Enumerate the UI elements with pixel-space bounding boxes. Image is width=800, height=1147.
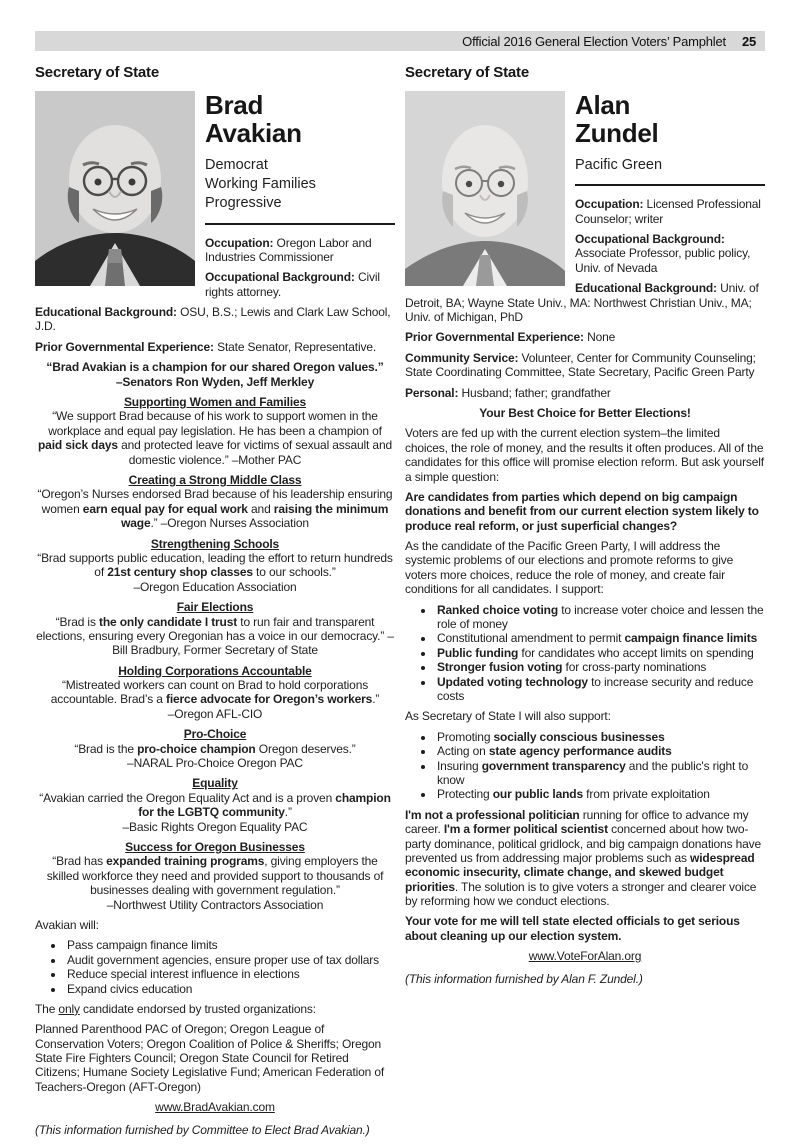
paragraph: Community Service: Volunteer, Center for Community Counseling; State Coordinating Committee, State Secretary, Pacific Green Party [405, 350, 756, 380]
paragraph: Your vote for me will tell state elected officials to get serious about cleaning up our election system. [405, 914, 740, 943]
bullet-item: • Acting on state agency performance audits [435, 744, 765, 758]
paragraph: Prior Governmental Experience: State Senator, Representative. [35, 339, 377, 354]
candidate-column-right [405, 60, 765, 1137]
bullet-item: • Constitutional amendment to permit campaign finance limits [435, 631, 765, 645]
paragraph: Educational Background: OSU, B.S.; Lewis and Clark Law School, J.D. [35, 305, 391, 334]
website-link-line [35, 1100, 395, 1114]
paragraph: Prior Governmental Experience: None [405, 330, 616, 345]
candidate-flow-text [405, 281, 765, 986]
office-title: Secretary of State [35, 64, 159, 81]
bullet-item: • Updated voting technology to increase security and reduce costs [435, 675, 765, 704]
paragraph: Occupational Background: Associate Professor, public policy, Univ. of Nevada [575, 232, 751, 275]
paragraph: I'm not a professional politician running for office to advance my career. I'm a former political scientist concerned about how two-party dominance, political gridlock, and big campaign donations have prevented us from addressing major problems such as widespread economic insecurity, climate change, and skewed budget priorities. The solution is to give voters a stronger and clearer voice by reforming how we conduct elections. [405, 807, 762, 909]
paragraph: Planned Parenthood PAC of Oregon; Oregon League of Conservation Voters; Oregon Coalition of Police & Sheriffs; Oregon State Fire Fighters Council; Oregon State Council for Retired Citizens; Humane Society Legislative Fund; American Federation of Teachers-Oregon (AFT-Oregon) [35, 1022, 385, 1094]
section-heading: Strengthening Schools [150, 536, 280, 551]
paragraph: Personal: Husband; father; grandfather [405, 385, 611, 400]
bullet-item: • Ranked choice voting to increase voter choice and lessen the role of money [435, 603, 765, 632]
page-number: 25 [741, 33, 756, 49]
party-label: Progressive [205, 195, 282, 212]
website-link[interactable]: www.BradAvakian.com [155, 1100, 275, 1115]
candidate-column-left [35, 60, 395, 1137]
party-list [205, 156, 395, 213]
paragraph: Occupational Background: Civil rights attorney. [205, 270, 380, 299]
divider-rule [575, 184, 765, 186]
bullet-item: • Insuring government transparency and the public's right to know [435, 759, 765, 788]
paragraph: Are candidates from parties which depend on big campaign donations and benefit from our current election system likely to produce real reform, or just superficial changes? [405, 489, 759, 533]
pamphlet-title: Official 2016 General Election Voters’ Pamphlet [462, 33, 726, 49]
endorsement-quote: “We support Brad because of his work to support women in the workplace and equal pay legislation. He has been a champion of paid sick days and protected leave for victims of sexual assault and domestic violence.” –Mother PAC [37, 409, 392, 467]
bullet-item: • Expand civics education [65, 982, 395, 996]
section-heading: Fair Elections [176, 600, 254, 615]
furnished-note: (This information furnished by Committee to Elect Brad Avakian.) [35, 1122, 370, 1137]
bullet-item: • Audit government agencies, ensure proper use of tax dollars [65, 953, 395, 967]
paragraph: Voters are fed up with the current election system–the limited choices, the role of money, and the results it often produces. All of the candidates for this office will promise election reform. But ask yourself a simple question: [405, 426, 764, 484]
paragraph: Occupation: Licensed Professional Counselor; writer [575, 197, 761, 226]
section-heading: Pro-Choice [183, 727, 247, 742]
bullet-item: • Promoting socially conscious businesses [435, 730, 765, 744]
bullet-item: • Pass campaign finance limits [65, 938, 395, 952]
endorsement-quote: “Mistreated workers can count on Brad to hold corporations accountable. Brad’s a fierce advocate for Oregon’s workers.” –Oregon AFL-CIO [50, 678, 380, 721]
bullet-list [35, 938, 395, 996]
candidate-statement [405, 91, 765, 986]
furnished-note: (This information furnished by Alan F. Zundel.) [405, 971, 643, 986]
paragraph: “Brad Avakian is a champion for our shared Oregon values.” –Senators Ron Wyden, Jeff Merkley [46, 360, 384, 389]
endorsement-quote: “Oregon’s Nurses endorsed Brad because of his leadership ensuring women earn equal pay for equal work and raising the minimum wage.” –Oregon Nurses Association [37, 487, 393, 531]
paragraph: Educational Background: Univ. of Detroit, BA; Wayne State Univ., MA: Northwest Christian Univ., MA; Univ. of Michigan, PhD [405, 281, 759, 325]
bullet-list [405, 730, 765, 802]
bullet-item: • Stronger fusion voting for cross-party nominations [435, 660, 765, 674]
paragraph: Your Best Choice for Better Elections! [479, 405, 691, 420]
endorsement-quote: “Brad has expanded training programs, giving employers the skilled workforce they need and provided support to thousands of businesses dealing with government regulation.” –Northwest Utility Contractors Association [46, 854, 384, 912]
section-heading: Creating a Strong Middle Class [128, 473, 302, 487]
endorsement-quote: “Brad is the pro-choice champion Oregon deserves.” –NARAL Pro-Choice Oregon PAC [74, 741, 356, 771]
candidate-statement [35, 91, 395, 1137]
section-heading: Equality [192, 776, 238, 791]
party-label: Working Families [205, 176, 316, 193]
website-link-line [405, 949, 765, 963]
bullet-item: • Public funding for candidates who accept limits on spending [435, 646, 765, 660]
candidate-photo [35, 91, 195, 286]
divider-rule [205, 223, 395, 225]
paragraph: As Secretary of State I will also support: [405, 709, 611, 724]
office-title: Secretary of State [405, 64, 529, 81]
candidate-flow-text [35, 305, 395, 1137]
party-label: Pacific Green [575, 157, 663, 174]
endorsement-quote: “Avakian carried the Oregon Equality Act and is a proven champion for the LGBTQ community.” –Basic Rights Oregon Equality PAC [39, 790, 391, 834]
candidate-name: Alan Zundel [575, 91, 659, 148]
section-heading: Success for Oregon Businesses [125, 839, 305, 854]
bullet-item: • Reduce special interest influence in elections [65, 967, 395, 981]
party-list [575, 156, 765, 175]
section-heading: Supporting Women and Families [123, 395, 307, 410]
endorsement-quote: “Brad is the only candidate I trust to run fair and transparent elections, ensuring every Oregonian has a voice in our democracy.” –Bill Bradbury, Former Secretary of State [36, 614, 394, 658]
paragraph: The only candidate endorsed by trusted organizations: [35, 1001, 316, 1016]
paragraph: Occupation: Oregon Labor and Industries Commissioner [205, 235, 372, 264]
paragraph: Avakian will: [35, 917, 99, 932]
party-label: Democrat [205, 157, 268, 174]
candidate-columns [35, 60, 765, 1137]
candidate-photo [405, 91, 565, 286]
bullet-item: • Protecting our public lands from private exploitation [435, 787, 765, 801]
bullet-list [405, 603, 765, 704]
endorsement-quote: “Brad supports public education, leading the effort to return hundreds of 21st century shop classes to our schools.” –Oregon Education Association [37, 550, 393, 594]
paragraph: As the candidate of the Pacific Green Party, I will address the systemic problems of our elections and promote reforms to give voters more choices, reduce the role of money, and create fair conditions for all candidates. I support: [405, 539, 734, 597]
candidate-name: Brad Avakian [205, 91, 302, 148]
website-link[interactable]: www.VoteForAlan.org [528, 949, 642, 964]
page-header-bar [35, 31, 765, 51]
section-heading: Holding Corporations Accountable [118, 663, 312, 678]
